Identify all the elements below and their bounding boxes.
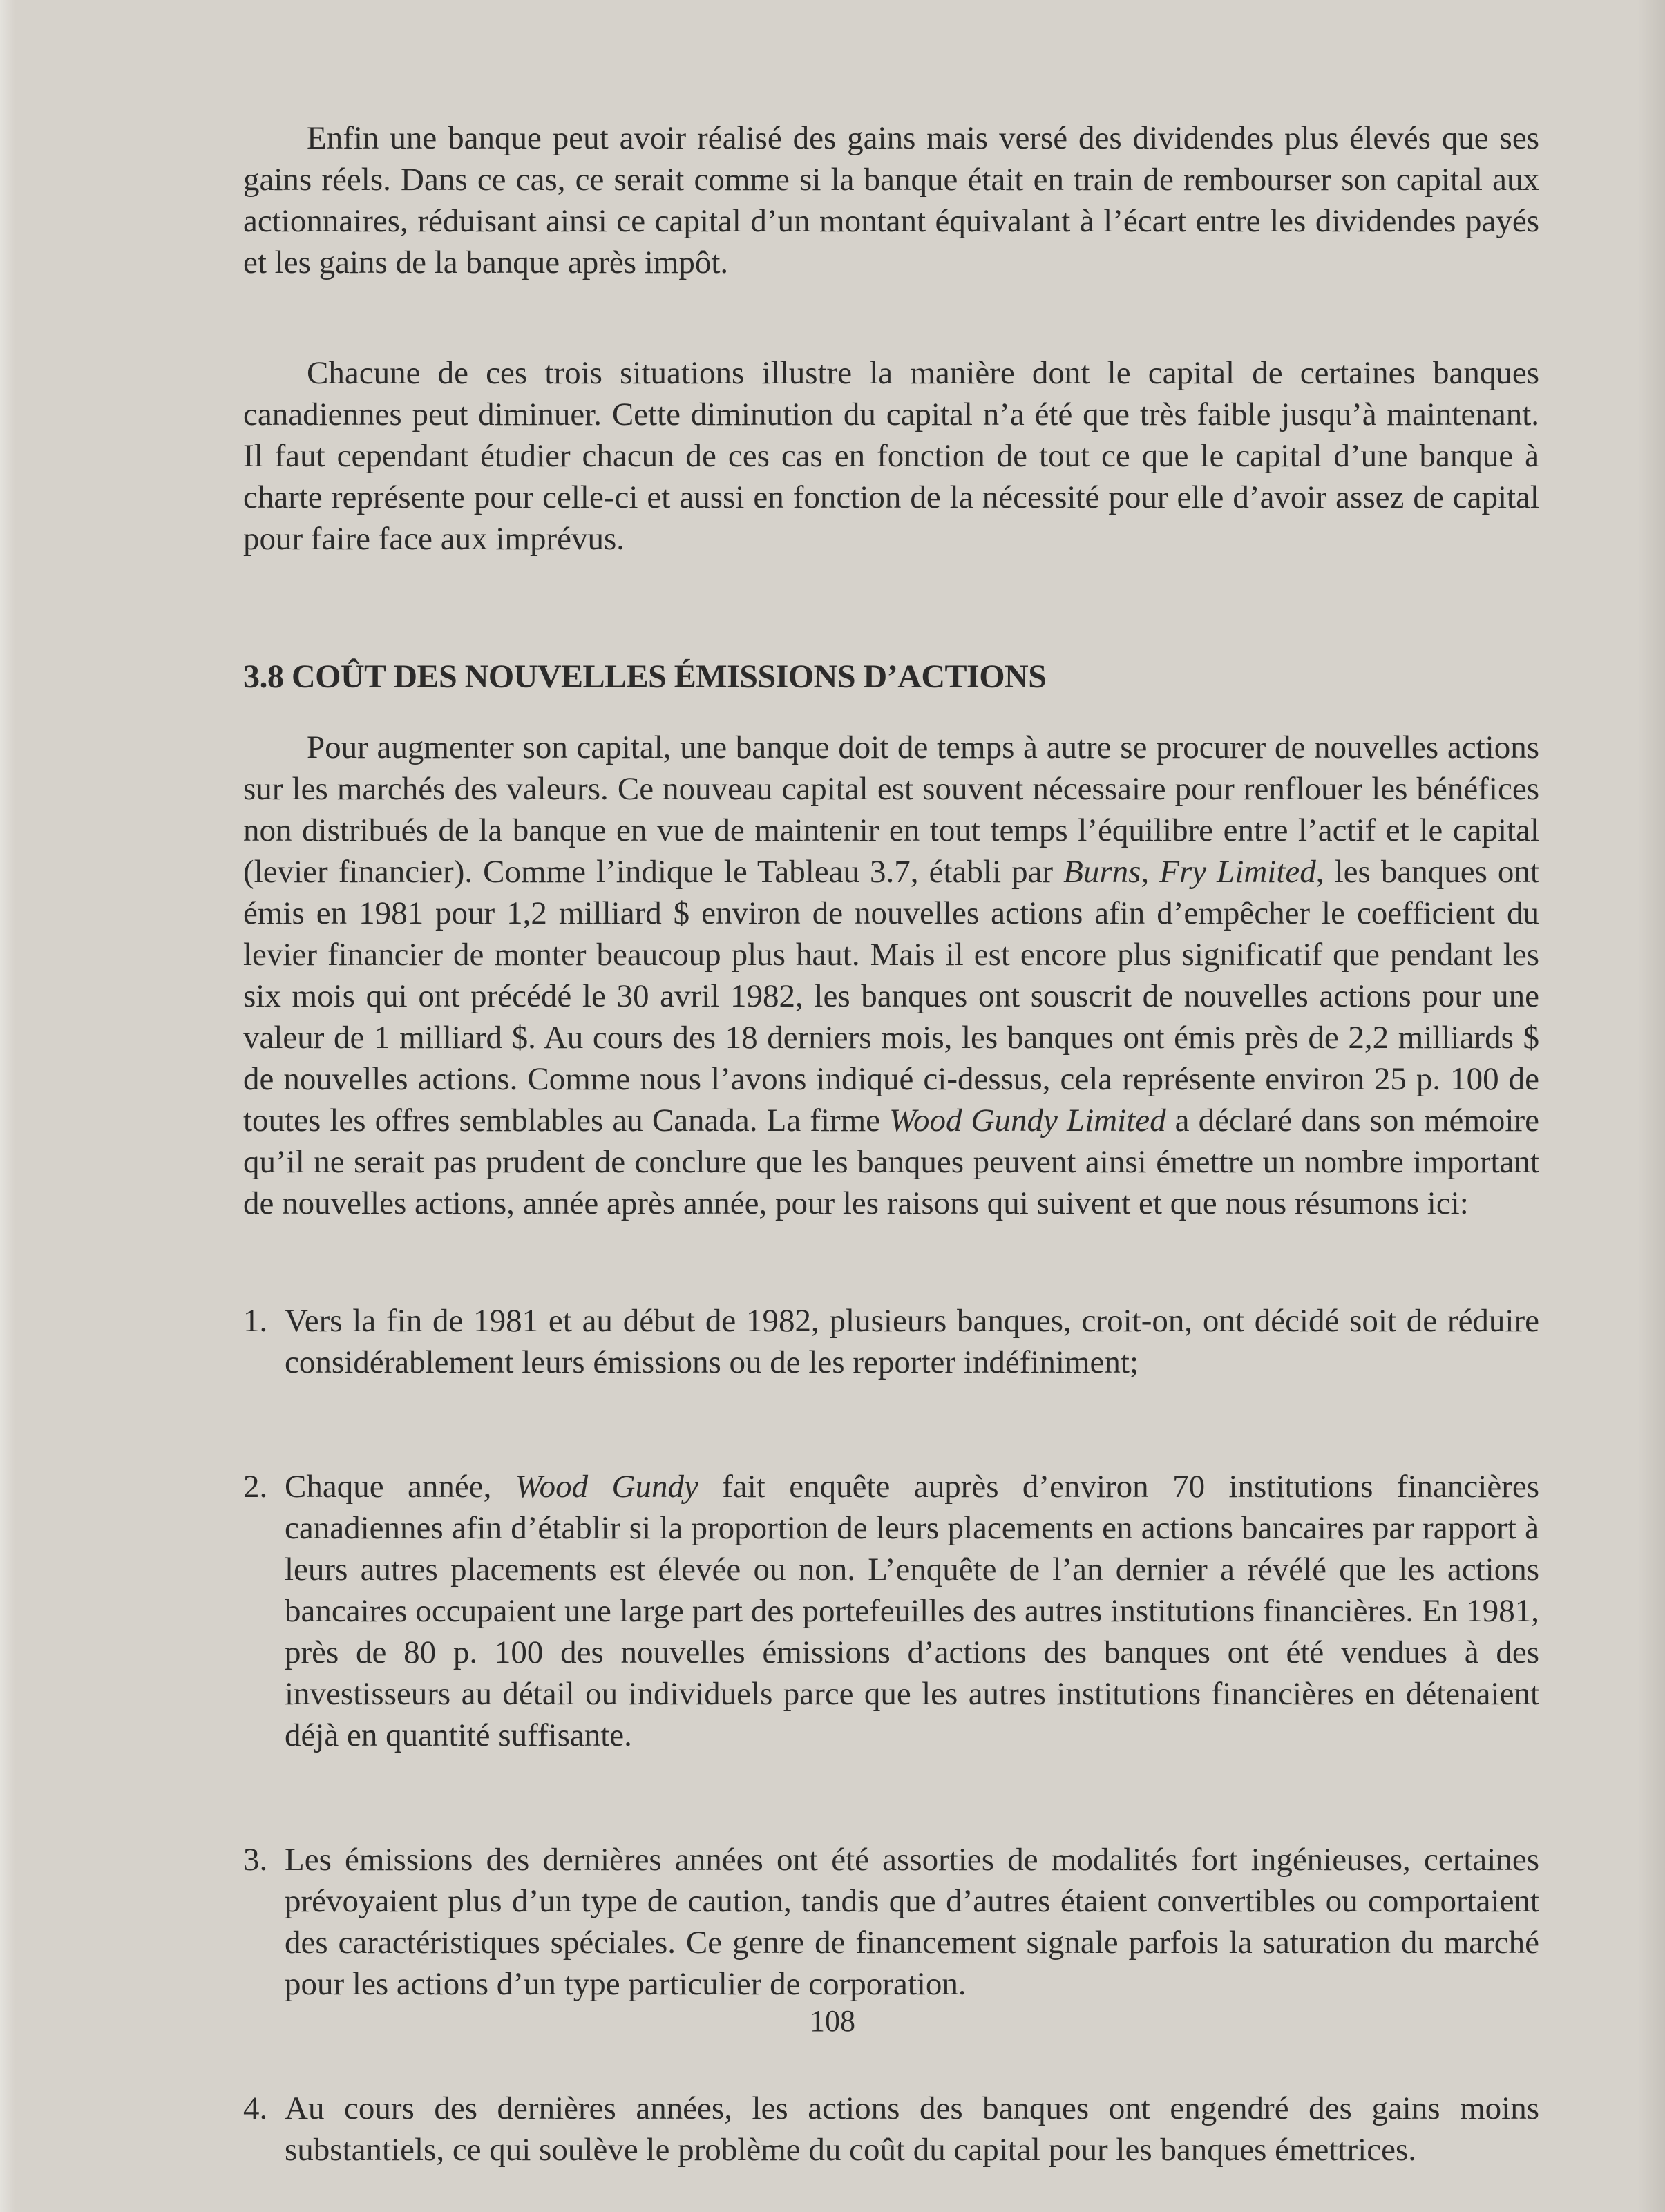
list-item-text: Les émissions des dernières années ont été assorties de modalités fort ingénieuses, certaines prévoyaient plus d’un type de caution, tandis que d’autres étaient convertibles ou comportaient des caractéristiques spéciales. Ce genre de financement signale parfois la saturation du marché pour les actions d’un type particulier de corporation. <box>285 1842 1539 2002</box>
wood-gundy-limited-name: Wood Gundy Limited <box>889 1103 1166 1138</box>
list-item <box>243 1466 1539 1756</box>
burns-fry-name: Burns, Fry Limited <box>1063 854 1316 890</box>
list-item-number: 1. <box>243 1303 268 1339</box>
list-item-text: Vers la fin de 1981 et au début de 1982, plusieurs banques, croit-on, ont décidé soit de réduire considérablement leurs émissions ou de les reporter indéfiniment; <box>285 1303 1539 1380</box>
list-item-text-post: fait enquête auprès d’environ 70 institutions financières canadiennes afin d’établir si la proportion de leurs placements en actions bancaires par rapport à leurs autres placements est élevée ou non. L’enquête de l’an dernier a révélé que les actions bancaires occupaient une large part des portefeuilles des autres institutions financières. En 1981, près de 80 p. 100 des nouvelles émissions d’actions des banques ont été vendues à des investisseurs au détail ou individuels parce que les autres institutions financières en détenaient déjà en quantité suffisante. <box>285 1469 1539 1753</box>
list-item-text-pre: Chaque année, <box>285 1469 515 1505</box>
list-item-text: Au cours des dernières années, les actions des banques ont engendré des gains moins substantiels, ce qui soulève le problème du coût du capital pour les banques émettrices. <box>285 2090 1539 2168</box>
section-heading: 3.8 COÛT DES NOUVELLES ÉMISSIONS D’ACTIONS <box>243 658 1047 695</box>
paragraph-new-shares-part1: Pour augmenter son capital, une banque doit de temps à autre se procurer de nouvelles actions sur les marchés des valeurs. Ce nouveau capital est souvent nécessaire pour renflouer les bénéfices non distribués de la banque en vue de maintenir en tout temps l’équilibre entre l’actif et le capital (levier financier). Comme l’indique le Tableau 3.7, établi par <box>243 730 1539 890</box>
list-item <box>243 2088 1539 2171</box>
paragraph-new-shares-part2: , les banques ont émis en 1981 pour 1,2 milliard $ environ de nouvelles actions afin d’empêcher le coefficient du levier financier de monter beaucoup plus haut. Mais il est encore plus significatif que pendant les six mois qui ont précédé le 30 avril 1982, les banques ont souscrit de nouvelles actions pour une valeur de 1 milliard $. Au cours des 18 derniers mois, les banques ont émis près de 2,2 milliards $ de nouvelles actions. Comme nous l’avons indiqué ci-dessus, cela représente environ 25 p. 100 de toutes les offres semblables au Canada. La firme <box>243 854 1539 1138</box>
paragraph-new-shares-part3: a déclaré dans son mémoire qu’il ne serait pas prudent de conclure que les banques peuvent ainsi émettre un nombre important de nouvelles actions, année après année, pour les raisons qui suivent et que nous résumons ici: <box>243 1103 1539 1221</box>
page-edge-left <box>0 0 15 2212</box>
page-number: 108 <box>810 2004 855 2038</box>
page-content <box>243 117 1539 2171</box>
list-item <box>243 1839 1539 2005</box>
list-item-number: 4. <box>243 2090 268 2126</box>
paragraph-capital-decrease: Chacune de ces trois situations illustre la manière dont le capital de certaines banques canadiennes peut diminuer. Cette diminution du capital n’a été que très faible jusqu’à maintenant. Il faut cependant étudier chacun de ces cas en fonction de tout ce que le capital d’une banque à charte représente pour celle-ci et aussi en fonction de la nécessité pour elle d’avoir assez de capital pour faire face aux imprévus. <box>243 355 1539 557</box>
paragraph-dividends: Enfin une banque peut avoir réalisé des gains mais versé des dividendes plus élevés que ses gains réels. Dans ce cas, ce serait comme si la banque était en train de rembourser son capital aux actionnaires, réduisant ainsi ce capital d’un montant équivalant à l’écart entre les dividendes payés et les gains de la banque après impôt. <box>243 120 1539 280</box>
wood-gundy-name: Wood Gundy <box>515 1469 698 1505</box>
list-item-number: 3. <box>243 1842 268 1878</box>
list-item-number: 2. <box>243 1469 268 1505</box>
paragraph-new-shares <box>243 727 1539 1224</box>
list-item <box>243 1300 1539 1383</box>
page-edge-right <box>1637 0 1665 2212</box>
